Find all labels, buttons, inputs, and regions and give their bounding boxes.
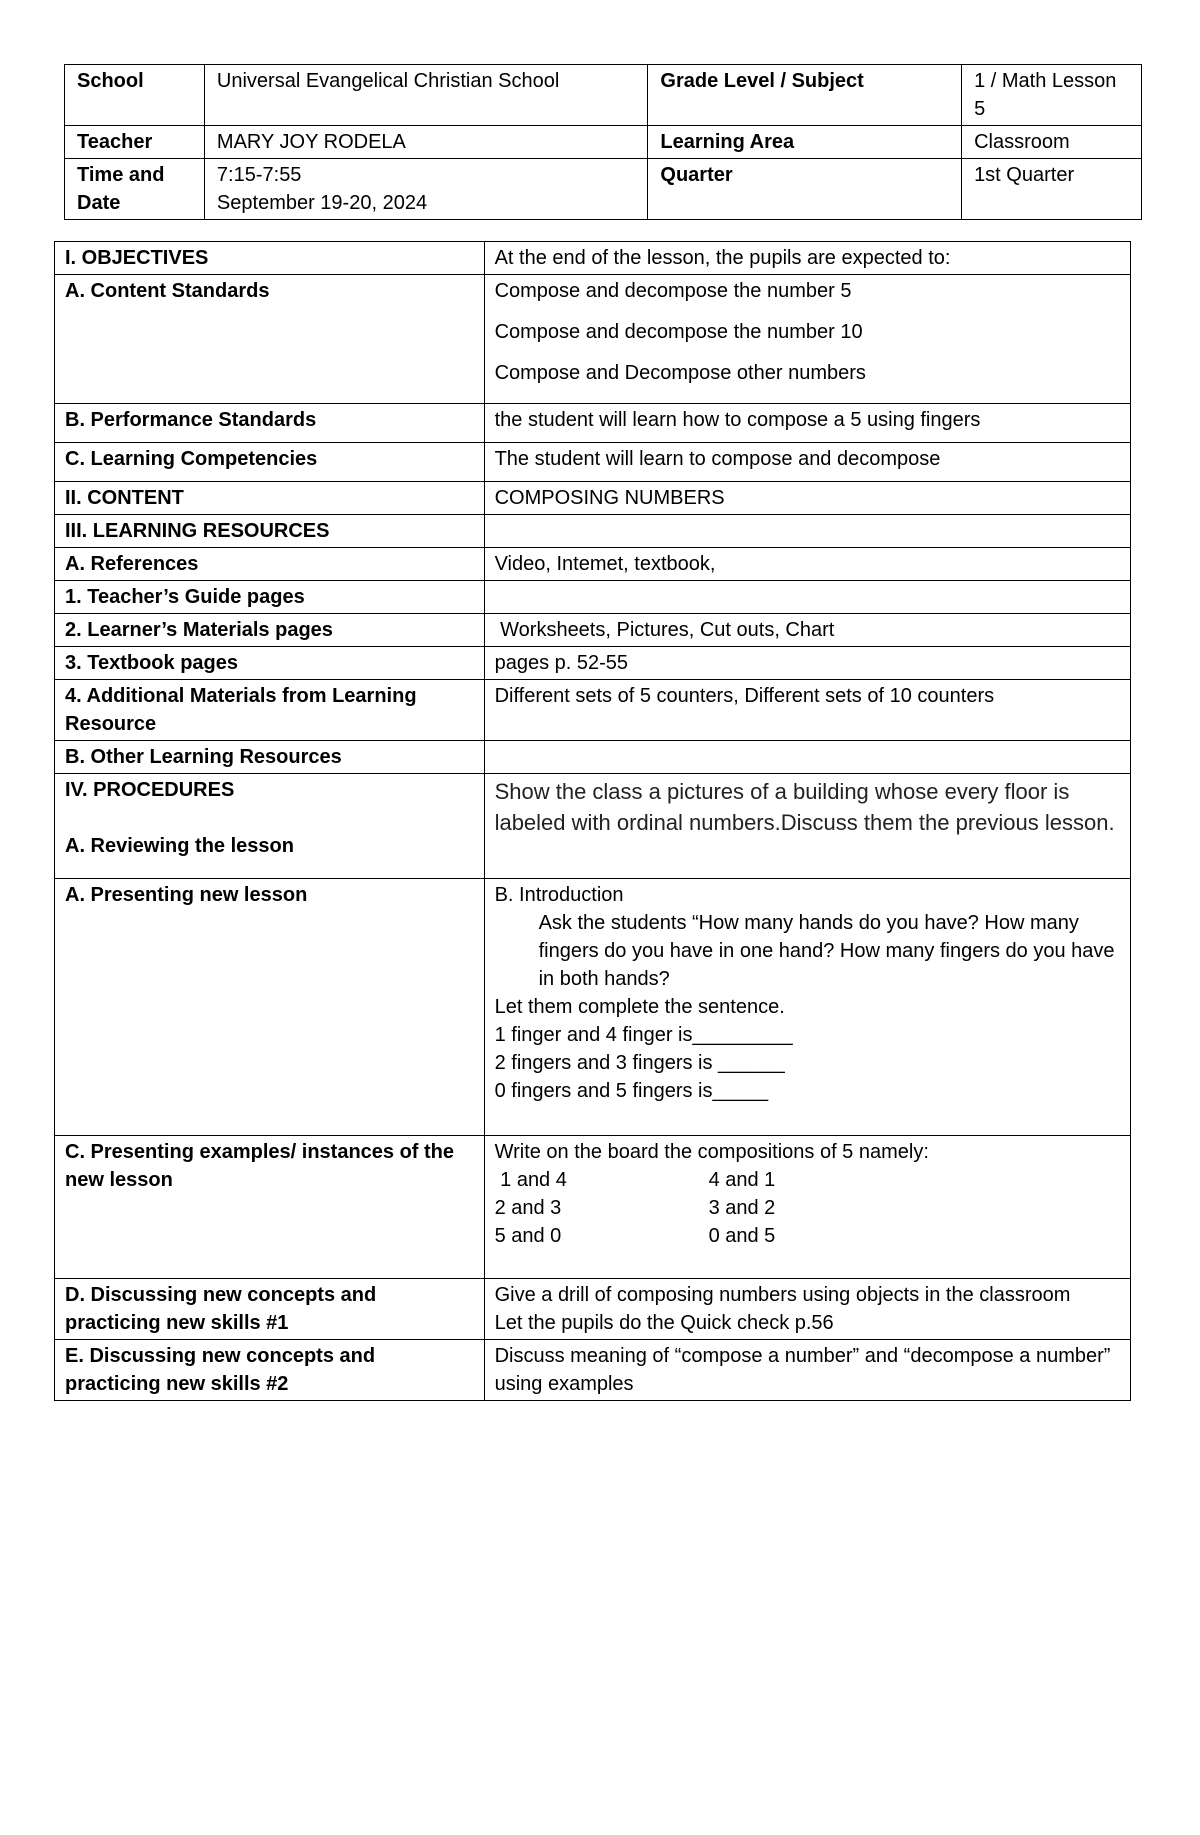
learners-materials-label: 2. Learner’s Materials pages (55, 614, 485, 647)
row-presenting (55, 879, 1131, 1136)
additional-materials-label: 4. Additional Materials from Learning Resource (55, 680, 485, 741)
row-examples (55, 1136, 1131, 1279)
row-content-standards (55, 275, 1131, 404)
other-resources-value (484, 741, 1130, 774)
composition-pair (495, 1222, 1120, 1250)
row-references (55, 548, 1131, 581)
school-label: School (65, 65, 205, 126)
row-discussing-1 (55, 1279, 1131, 1340)
presenting-label: A. Presenting new lesson (55, 879, 485, 1136)
procedures-label: IV. PROCEDURES (65, 779, 235, 801)
learning-competencies-value: The student will learn to compose and decompose (484, 443, 1130, 482)
presenting-question: Ask the students “How many hands do you have? How many fingers do you have in one hand? How many fingers do you have in both hands? (538, 912, 1115, 990)
other-resources-label: B. Other Learning Resources (55, 741, 485, 774)
teachers-guide-label: 1. Teacher’s Guide pages (55, 581, 485, 614)
content-standard-line: Compose and decompose the number 5 (494, 280, 852, 302)
discussing-1-line: Give a drill of composing numbers using objects in the classroom (494, 1284, 1071, 1306)
presenting-item: 1 finger and 4 finger is_________ (494, 1024, 793, 1046)
composition-left: 5 and 0 (494, 1225, 562, 1247)
textbook-value: pages p. 52-55 (484, 647, 1130, 680)
discussing-1-value (484, 1279, 1130, 1340)
school-value: Universal Evangelical Christian School (204, 65, 647, 126)
textbook-label: 3. Textbook pages (55, 647, 485, 680)
learning-resources-value (484, 515, 1130, 548)
presenting-value (484, 879, 1130, 1136)
objectives-label: I. OBJECTIVES (55, 242, 485, 275)
composition-right: 4 and 1 (708, 1169, 776, 1191)
discussing-2-value: Discuss meaning of “compose a number” and “decompose a number” using examples (484, 1340, 1130, 1401)
teachers-guide-value (484, 581, 1130, 614)
additional-materials-value: Different sets of 5 counters, Different sets of 10 counters (484, 680, 1130, 741)
row-objectives (55, 242, 1131, 275)
composition-pair (495, 1194, 1120, 1222)
quarter-label: Quarter (648, 159, 962, 220)
learning-competencies-label: C. Learning Competencies (55, 443, 485, 482)
content-value: COMPOSING NUMBERS (484, 482, 1130, 515)
grade-value: 1 / Math Lesson 5 (962, 65, 1142, 126)
content-standard-line: Compose and decompose the number 10 (494, 321, 863, 343)
time-label: Time and Date (65, 159, 205, 220)
row-performance-standards (55, 404, 1131, 443)
presenting-item: 0 fingers and 5 fingers is_____ (494, 1080, 769, 1102)
performance-standards-label: B. Performance Standards (55, 404, 485, 443)
references-value: Video, Intemet, textbook, (484, 548, 1130, 581)
time-date-cell (204, 159, 647, 220)
examples-intro: Write on the board the compositions of 5 namely: (494, 1141, 929, 1163)
reviewing-label: A. Reviewing the lesson (65, 835, 294, 857)
header-row-school (65, 65, 1142, 126)
header-row-time (65, 159, 1142, 220)
content-label: II. CONTENT (55, 482, 485, 515)
composition-right: 3 and 2 (708, 1197, 776, 1219)
row-teachers-guide (55, 581, 1131, 614)
references-label: A. References (55, 548, 485, 581)
composition-left: 2 and 3 (494, 1197, 562, 1219)
row-other-resources (55, 741, 1131, 774)
examples-label: C. Presenting examples/ instances of the new lesson (55, 1136, 485, 1279)
row-discussing-2 (55, 1340, 1131, 1401)
learning-resources-label: III. LEARNING RESOURCES (55, 515, 485, 548)
composition-right: 0 and 5 (708, 1225, 776, 1247)
content-standard-line: Compose and Decompose other numbers (494, 362, 866, 384)
content-standards-label: A. Content Standards (55, 275, 485, 404)
learners-materials-value (484, 614, 1130, 647)
row-textbook (55, 647, 1131, 680)
examples-value (484, 1136, 1130, 1279)
area-label: Learning Area (648, 126, 962, 159)
row-reviewing (55, 774, 1131, 879)
lesson-plan-table (54, 241, 1131, 1401)
row-learners-materials (55, 614, 1131, 647)
quarter-value: 1st Quarter (962, 159, 1142, 220)
presenting-heading: B. Introduction (494, 884, 624, 906)
procedures-cell (55, 774, 485, 879)
discussing-2-label: E. Discussing new concepts and practicing new skills #2 (55, 1340, 485, 1401)
row-additional-materials (55, 680, 1131, 741)
area-value: Classroom (962, 126, 1142, 159)
presenting-item: 2 fingers and 3 fingers is ______ (494, 1052, 785, 1074)
composition-pair (495, 1166, 1120, 1194)
header-table (64, 64, 1142, 220)
grade-label: Grade Level / Subject (648, 65, 962, 126)
composition-left: 1 and 4 (494, 1169, 567, 1191)
reviewing-value: Show the class a pictures of a building whose every floor is labeled with ordinal numbers.Discuss them the previous lesson. (484, 774, 1130, 879)
row-learning-resources (55, 515, 1131, 548)
date-value: September 19-20, 2024 (216, 192, 428, 214)
row-content (55, 482, 1131, 515)
header-row-teacher (65, 126, 1142, 159)
discussing-1-line: Let the pupils do the Quick check p.56 (494, 1312, 834, 1334)
time-value: 7:15-7:55 (216, 164, 302, 186)
learners-materials-text: Worksheets, Pictures, Cut outs, Chart (500, 619, 835, 641)
presenting-instruction: Let them complete the sentence. (494, 996, 785, 1018)
discussing-1-label: D. Discussing new concepts and practicing new skills #1 (55, 1279, 485, 1340)
row-learning-competencies (55, 443, 1131, 482)
teacher-value: MARY JOY RODELA (204, 126, 647, 159)
content-standards-value (484, 275, 1130, 404)
objectives-value: At the end of the lesson, the pupils are expected to: (484, 242, 1130, 275)
performance-standards-value: the student will learn how to compose a 5 using fingers (484, 404, 1130, 443)
teacher-label: Teacher (65, 126, 205, 159)
